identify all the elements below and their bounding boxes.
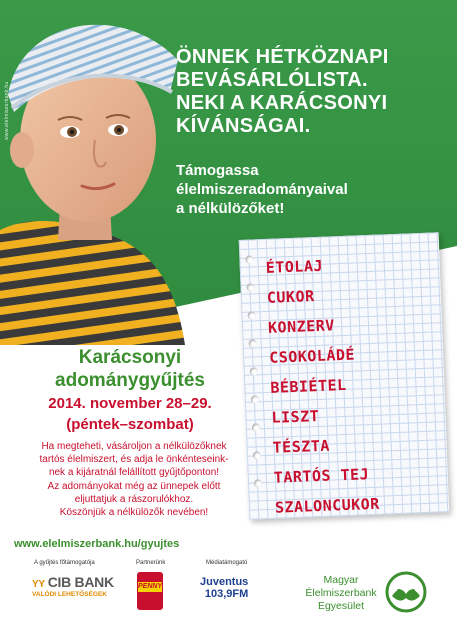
subhead-line: a nélkülözőket!	[176, 200, 285, 217]
campaign-title-line: Karácsonyi	[78, 347, 182, 368]
organization-name	[286, 574, 396, 613]
list-item: BÉBIÉTEL	[270, 375, 347, 397]
body-line: Ha megteheti, vásároljon a nélkülözőknek	[41, 441, 227, 452]
body-line: Az adományokat még az ünnepek előtt	[47, 480, 221, 492]
binder-hole	[252, 423, 260, 431]
subheadline	[176, 161, 446, 218]
headline	[176, 46, 446, 138]
list-item: ÉTOLAJ	[265, 256, 324, 277]
campaign-date: 2014. november 28–29.	[48, 395, 212, 412]
website-link[interactable]: www.elelmiszerbank.hu/gyujtes	[14, 538, 180, 550]
headline-line: ÖNNEK HÉTKÖZNAPI	[176, 46, 389, 68]
body-line: tartós élelmiszert, és adja le önkénteseink-	[39, 454, 229, 466]
child-photo	[0, 0, 190, 345]
juventus-frequency: 103,9FM	[204, 588, 249, 600]
campaign-title-line: adománygyűjtés	[55, 370, 205, 391]
binder-hole	[253, 451, 261, 459]
shopping-list	[265, 246, 445, 522]
penny-logo	[137, 572, 163, 610]
main-sponsor-label: A gyűjtés főtámogatója	[34, 560, 95, 566]
body-line: nek a kijáratnál felállított gyűjtőponton!	[48, 467, 220, 479]
list-item: LISZT	[271, 406, 320, 427]
body-text	[16, 440, 252, 519]
penny-logo-text: PENNY	[138, 583, 163, 590]
campaign-block	[10, 346, 250, 434]
vertical-website-text: www.elelmiszerbank.hu	[4, 81, 10, 140]
organization-line: Egyesület	[317, 600, 365, 612]
media-sponsor-label: Médiatámogató	[206, 560, 248, 566]
list-item: TARTÓS TEJ	[273, 465, 370, 487]
list-item: CSOKOLÁDÉ	[268, 345, 356, 367]
list-item: TÉSZTA	[272, 436, 331, 457]
cib-bank-logo	[32, 574, 114, 598]
body-line: Köszönjük a nélkülözők nevében!	[59, 507, 209, 519]
list-item: CUKOR	[266, 287, 315, 307]
headline-line: KÍVÁNSÁGAI.	[176, 115, 311, 137]
binder-hole	[254, 479, 262, 487]
cib-bank-name: CIB BANK	[47, 574, 114, 590]
juventus-radio-logo	[200, 576, 248, 600]
headline-line: NEKI A KARÁCSONYI	[176, 92, 388, 114]
cib-slogan: VALÓDI LEHETŐSÉGEK	[32, 591, 107, 598]
binder-hole	[247, 311, 255, 319]
binder-hole	[245, 255, 253, 263]
campaign-title	[10, 346, 250, 392]
binder-hole	[251, 395, 259, 403]
juventus-name: Juventus	[200, 576, 249, 588]
organization-line: Élelmiszerbank	[305, 587, 377, 599]
campaign-days: (péntek–szombat)	[66, 416, 194, 433]
food-bank-logo-icon	[384, 570, 428, 614]
headline-line: BEVÁSÁRLÓLISTA.	[176, 69, 368, 91]
shopping-list-note	[239, 232, 450, 519]
organization-line: Magyar	[323, 574, 359, 586]
subhead-line: élelmiszeradományaival	[176, 181, 348, 198]
binder-hole	[250, 367, 258, 375]
subhead-line: Támogassa	[176, 162, 259, 179]
binder-hole	[246, 283, 254, 291]
list-item: SZALONCUKOR	[274, 494, 381, 517]
list-item: KONZERV	[267, 316, 336, 337]
body-line: eljuttatjuk a rászorulókhoz.	[74, 493, 194, 505]
partner-label: Partnerünk	[136, 560, 166, 566]
cib-mark-icon: YY	[32, 579, 45, 590]
